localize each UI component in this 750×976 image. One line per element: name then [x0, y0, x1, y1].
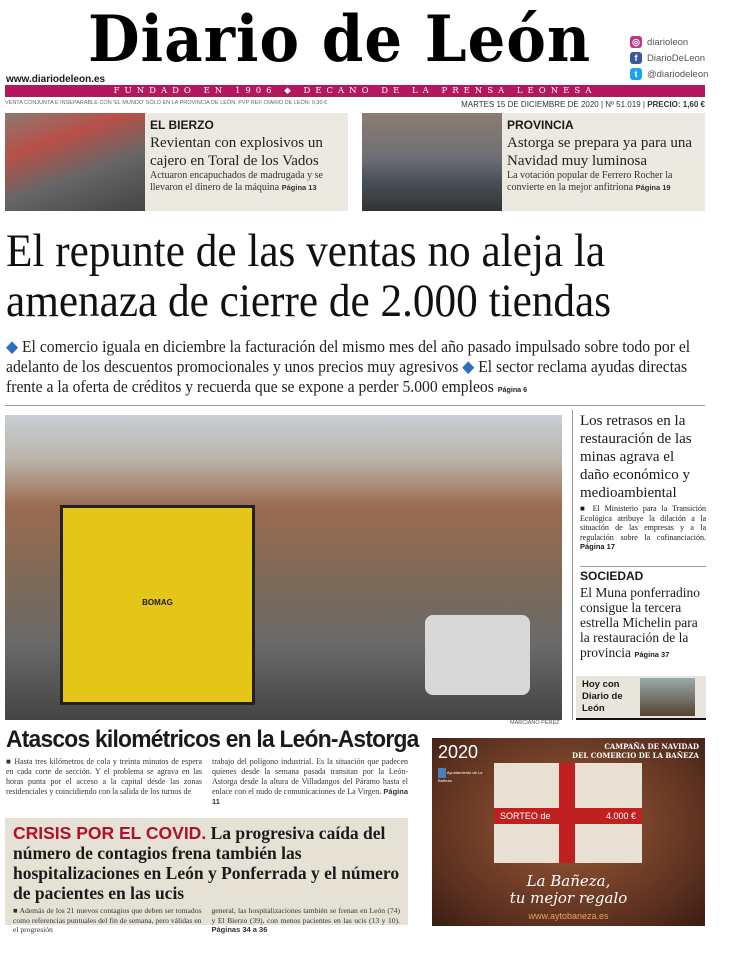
- social-facebook[interactable]: [630, 50, 708, 66]
- lead-headline[interactable]: El repunte de las ventas no aleja la amenaza de cierre de 2.000 tiendas: [6, 225, 612, 327]
- covid-box[interactable]: CRISIS POR EL COVID. La progresiva caída del número de contagios frena también las hospitalizaciones en León y Ponferrada y el número de pacientes en las ucis ■ Además de los 21 nuevos contagios que deben ser tomados como referencias puntuales del fin de semana, pero válidas en el progresión general, las hospitalizaciones también se frenan en León (74) y El Bierzo (39), con menos pacientes en las ucis (13 y 10). Páginas 34 a 36: [5, 818, 408, 925]
- machine-brand: BOMAG: [142, 598, 173, 607]
- lead-sub-2: El sector reclama ayudas directas frente a la oferta de créditos y recuerda que se expone a perder 5.000 empleos: [6, 357, 688, 396]
- ad-sorteo: SORTEO de: [500, 811, 551, 821]
- twitter-icon: t: [630, 68, 642, 80]
- diamond-icon: ◆: [462, 357, 475, 376]
- ad-slogan: tu mejor regalo: [509, 889, 628, 907]
- page-ref: Página 37: [634, 650, 670, 659]
- teaser-photo: [5, 113, 145, 211]
- social-handle: DiarioDeLeon: [647, 52, 706, 64]
- body-col-1: Además de los 21 nuevos contagios que deben ser tomados como referencias puntuales del fin de semana, pero válidas en el progresión: [13, 906, 202, 934]
- issue-date: MARTES 15 DE DICIEMBRE DE 2020 | Nº 51.019 |: [461, 100, 645, 109]
- lead-subtitle: [6, 337, 705, 400]
- divider: [580, 566, 706, 567]
- ad-url[interactable]: www.aytobaneza.es: [528, 911, 609, 921]
- ad-slogan: La Bañeza,: [526, 872, 611, 890]
- column-divider: [572, 410, 573, 720]
- teaser-section: EL BIERZO: [150, 118, 214, 132]
- gift-box: [494, 763, 642, 863]
- main-photo: [5, 415, 562, 720]
- story-section: SOCIEDAD: [580, 569, 644, 583]
- road-roller: [60, 505, 255, 705]
- social-twitter[interactable]: [630, 66, 708, 82]
- teaser-headline: Astorga se prepara ya para una Navidad muy luminosa: [507, 135, 693, 169]
- atascos-headline[interactable]: Atascos kilométricos en la León-Astorga: [6, 726, 419, 753]
- facebook-icon: f: [630, 52, 642, 64]
- body-col-2: trabajo del polígono industrial. Es la situación que padecen quienes desde la semana pasada transitan por la León-Astorga desde la altura de Villadangos del Páramo hasta el enlace con el nudo de comunicaciones de La Virgen.: [212, 757, 408, 796]
- page-ref: Página 11: [212, 787, 408, 806]
- covid-headline: La progresiva caída del número de contagios frena también las hospitalizaciones en León y Ponferrada y el número de pacientes en las ucis: [13, 823, 400, 903]
- social-handle: @diariodeleon: [647, 68, 709, 80]
- teaser-el-bierzo[interactable]: [5, 113, 348, 211]
- atascos-body: ■ Hasta tres kilómetros de cola y treinta minutos de espera en cada corte de sección. Y el problema se agrava en las horas punta por el acceso a la capital desde las zonas residenciales y coincidiendo con la salida de los turnos de trabajo del polígono industrial. Es la situación que padecen quienes desde la semana pasada transitan por la León-Astorga desde la altura de Villadangos del Páramo hasta el enlace con el nudo de comunicaciones de La Virgen. Página 11: [6, 757, 408, 806]
- issue-info: [5, 100, 705, 109]
- masthead-band: FUNDADO EN 1906 ◆ DECANO DE LA PRENSA LEONESA: [5, 85, 705, 97]
- story-headline: El Muna ponferradino consigue la tercera estrella Michelin para la restauración de la provincia: [580, 585, 700, 660]
- page-ref: Páginas 34 a 36: [211, 925, 268, 934]
- covid-kicker: CRISIS POR EL COVID.: [13, 823, 207, 843]
- photo-credit: MARCIANO PÉREZ: [510, 720, 560, 726]
- page-ref: Página 19: [635, 182, 671, 192]
- teaser-sub: Actuaron encapuchados de madrugada y se llevaron el dinero de la máquina: [150, 170, 323, 193]
- story-headline: Los retrasos en la restauración de las minas agrava el daño económico y medioambiental: [580, 413, 692, 501]
- ad-amount: 4.000 €: [605, 811, 636, 821]
- right-story-minas[interactable]: Los retrasos en la restauración de las minas agrava el daño económico y medioambiental ■ El Ministerio para la Transición Ecológica atribuye la dilación a la situación de las empresas y a la regulación sobre la cofinanciación. Página 17: [580, 413, 706, 551]
- legal-note: VENTA CONJUNTA E INSEPARABLE CON 'EL MUNDO' SÓLO EN LA PROVINCIA DE LEÓN. PVP REF. DIARIO DE LEÓN: 0,30 €: [5, 100, 328, 106]
- social-handle: diarioleon: [647, 36, 689, 48]
- body-col-1: Hasta tres kilómetros de cola y treinta minutos de espera en cada corte de sección. Y el problema se agrava en las horas punta por el acceso a la capital desde las zonas residenciales y coincidiendo con la salida de los turnos de: [6, 757, 202, 796]
- page-ref: Página 13: [281, 182, 317, 192]
- promo-box[interactable]: [576, 676, 706, 720]
- story-sub: El Ministerio para la Transición Ecológica atribuye la dilación a la situación de las empresas y a la regulación sobre la cofinanciación.: [580, 504, 706, 542]
- teaser-provincia[interactable]: [362, 113, 705, 211]
- promo-thumbnail: [640, 678, 695, 716]
- ad-org-logo: [438, 768, 488, 783]
- crest-icon: [438, 768, 446, 778]
- teaser-sub: La votación popular de Ferrero Rocher la convierte en la mejor anfitriona: [507, 170, 673, 193]
- instagram-icon: ◎: [630, 36, 642, 48]
- ad-year: 2020: [438, 742, 479, 762]
- car: [425, 615, 530, 695]
- divider: [5, 405, 705, 406]
- social-instagram[interactable]: [630, 34, 708, 50]
- social-links: [630, 34, 708, 82]
- promo-text: Hoy con Diario de León: [582, 679, 623, 714]
- ad-title: DEL COMERCIO DE LA BAÑEZA: [572, 751, 699, 760]
- teaser-section: PROVINCIA: [507, 118, 574, 132]
- right-story-sociedad[interactable]: [580, 569, 706, 662]
- body-col-2: general, las hospitalizaciones también se frenan en León (74) y El Bierzo (39), con menos pacientes en las ucis (13 y 10).: [211, 906, 400, 925]
- teaser-photo: [362, 113, 502, 211]
- ad-title: CAMPAÑA DE NAVIDAD: [604, 742, 699, 751]
- newspaper-logo: Diario de León: [88, 2, 592, 77]
- page-ref: Página 6: [497, 385, 528, 394]
- lead-sub-1: El comercio iguala en diciembre la facturación del mismo mes del año pasado impulsado sobre todo por el adelanto de los descuentos promocionales y unos precios muy agresivos: [6, 337, 691, 376]
- teaser-headline: Revientan con explosivos un cajero en Toral de los Vados: [150, 135, 323, 169]
- advertisement[interactable]: [432, 738, 705, 926]
- ad-org: Ayuntamiento de La Bañeza: [438, 770, 483, 783]
- issue-price: PRECIO: 1,60 €: [647, 100, 705, 109]
- diamond-icon: ◆: [6, 337, 19, 356]
- website-link[interactable]: www.diariodeleon.es: [6, 74, 106, 85]
- page-ref: Página 17: [580, 542, 616, 551]
